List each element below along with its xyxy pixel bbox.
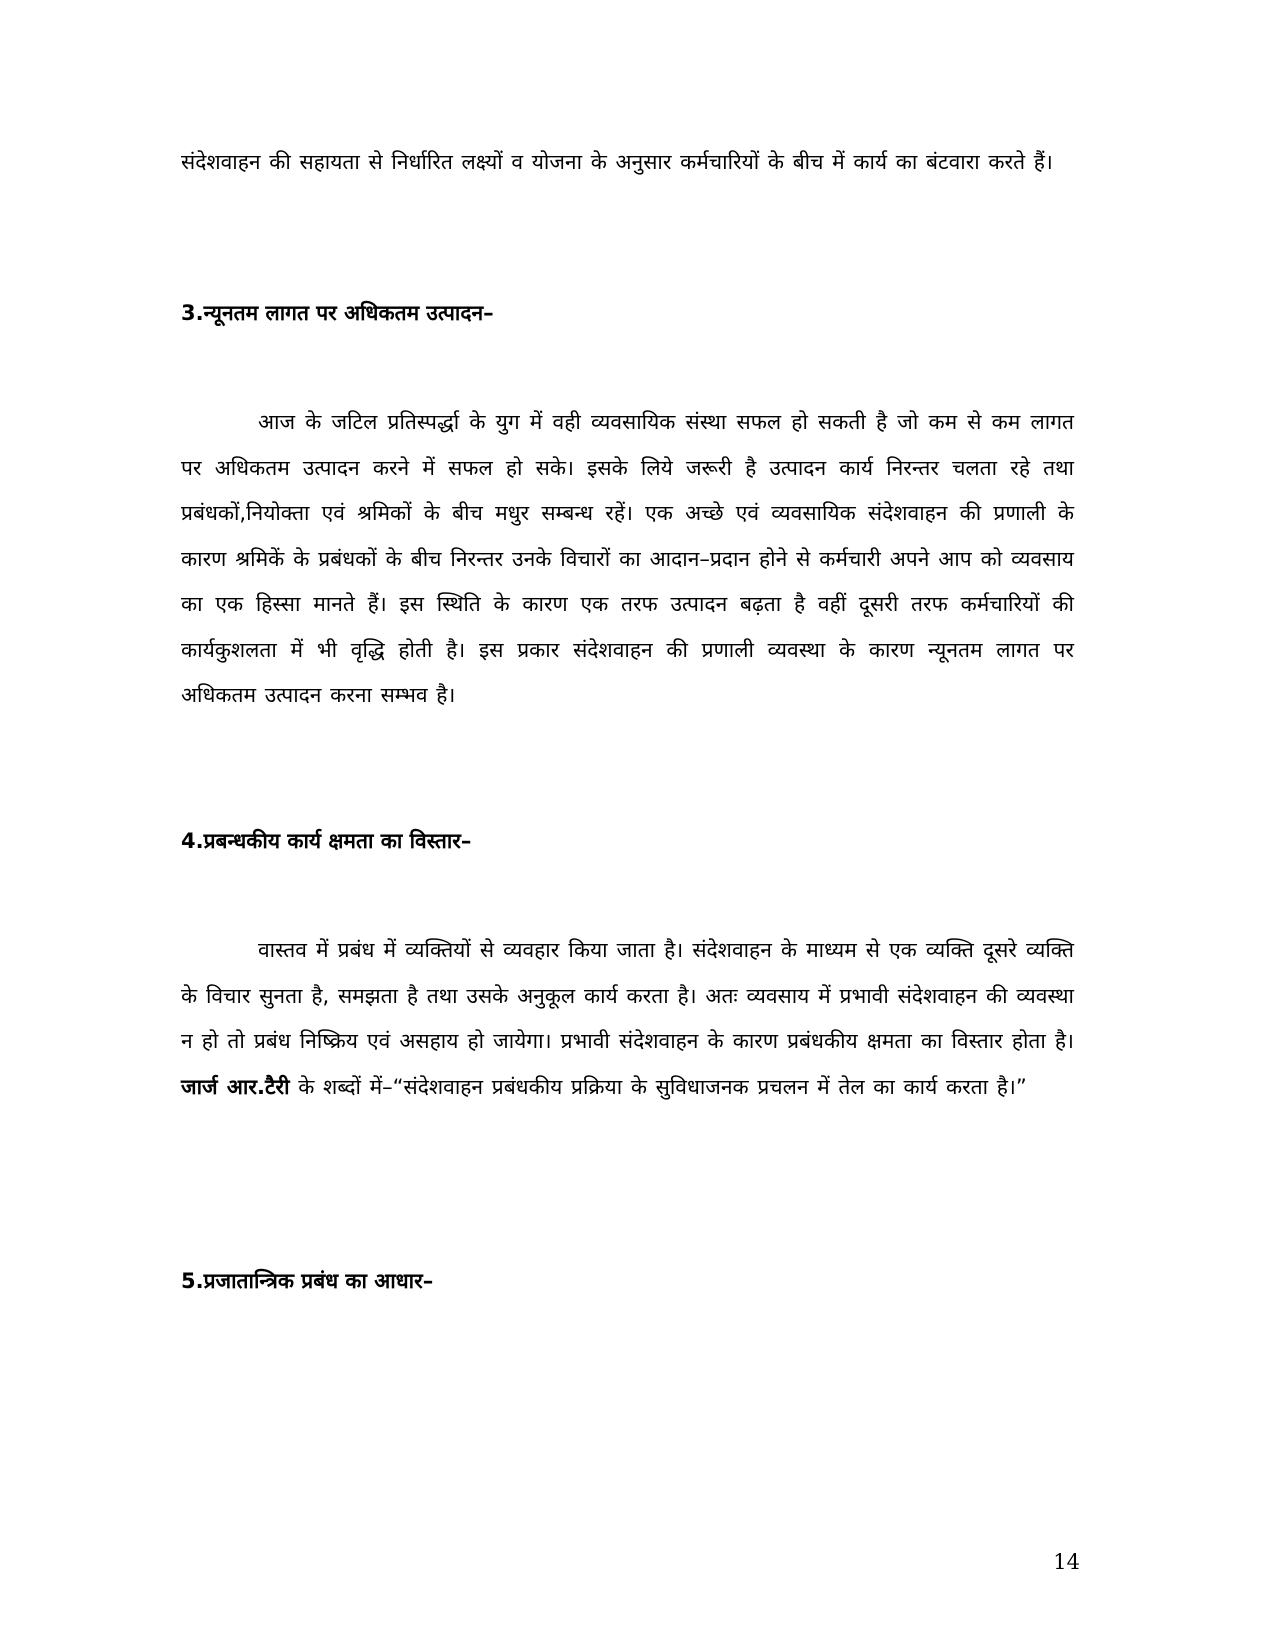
intro-paragraph-block [181, 140, 1074, 186]
section-3-heading-block [181, 298, 1074, 328]
section-4-paragraph [181, 928, 1074, 1110]
section-4-heading: 4.प्रबन्धकीय कार्य क्षमता का विस्तार– [181, 829, 472, 853]
quoted-author: जार्ज आर.टैरी [181, 1074, 290, 1099]
section-3-paragraph-block [181, 400, 1074, 719]
page-number: 14 [1053, 1550, 1080, 1574]
section-5-heading: 5.प्रजातान्त्रिक प्रबंध का आधार– [181, 1269, 434, 1293]
intro-paragraph: संदेशवाहन की सहायता से निर्धारित लक्ष्यों व योजना के अनुसार कर्मचारियों के बीच में कार्य का बंटवारा करते हैं। [181, 150, 1053, 174]
section-4-paragraph-block [181, 928, 1074, 1110]
section-4-paragraph-part2: के शब्दों में–“संदेशवाहन प्रबंधकीय प्रक्रिया के सुविधाजनक प्रचलन में तेल का कार्य करता है।” [289, 1074, 1027, 1099]
section-5-heading-block [181, 1266, 1074, 1296]
section-3-heading: 3.न्यूनतम लागत पर अधिकतम उत्पादन– [181, 301, 494, 325]
section-3-paragraph: आज के जटिल प्रतिस्पर्द्धा के युग में वही व्यवसायिक संस्था सफल हो सकती है जो कम से कम लागत पर अधिकतम उत्पादन करने में सफल हो सके। इसके लिये जरूरी है उत्पादन कार्य निरन्तर चलता रहे तथा प्रबंधकों,नियोक्ता एवं श्रमिकों के बीच मधुर सम्बन्ध रहें। एक अच्छे एवं व्यवसायिक संदेशवाहन की प्रणाली के कारण श्रमिकें के प्रबंधकों के बीच निरन्तर उनके विचारों का आदान–प्रदान होने से कर्मचारी अपने आप को व्यवसाय का एक हिस्सा मानते हैं। इस स्थिति के कारण एक तरफ उत्पादन बढ़ता है वहीं दूसरी तरफ कर्मचारियों की कार्यकुशलता में भी वृद्धि होती है। इस प्रकार संदेशवाहन की प्रणाली व्यवस्था के कारण न्यूनतम लागत पर अधिकतम उत्पादन करना सम्भव है। [181, 410, 1074, 707]
section-4-heading-block [181, 826, 1074, 856]
section-4-paragraph-part1: वास्तव में प्रबंध में व्यक्तियों से व्यवहार किया जाता है। संदेशवाहन के माध्यम से एक व्यक्ति दूसरे व्यक्ति के विचार सुनता है, समझता है तथा उसके अनुकूल कार्य करता है। अतः व्यवसाय में प्रभावी संदेशवाहन की व्यवस्था न हो तो प्रबंध निष्क्रिय एवं असहाय हो जायेगा। प्रभावी संदेशवाहन के कारण प्रबंधकीय क्षमता का विस्तार होता है। [181, 938, 1074, 1053]
